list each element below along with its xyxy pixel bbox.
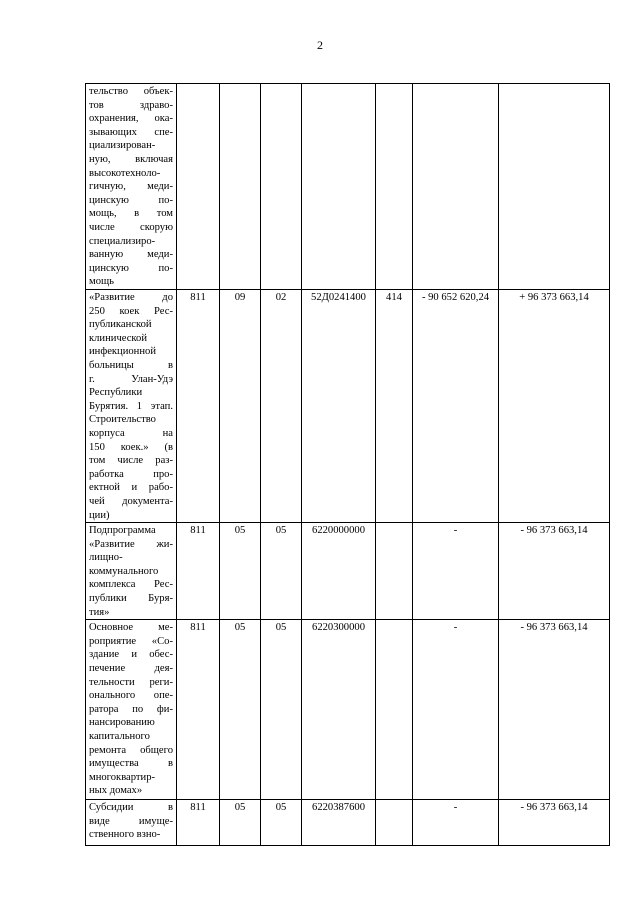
amount2-cell: - 96 373 663,14 (499, 620, 610, 800)
gr-cell: 811 (177, 290, 220, 523)
name-line: цинскую по- (89, 262, 173, 274)
name-line: тельство объек- (89, 86, 173, 97)
name-line: охранения, ока- (89, 113, 173, 125)
name-line: коммунального (89, 565, 159, 577)
gr-cell: 811 (177, 800, 220, 846)
name-line: гичную, меди- (89, 181, 173, 193)
name-line: том числе раз- (89, 455, 173, 467)
name-cell (86, 84, 177, 290)
name-line: ремонта общего (89, 744, 173, 756)
budget-table (85, 83, 610, 846)
name-line: «Развитие до (89, 292, 173, 303)
csr-cell: 52Д0241400 (302, 290, 376, 523)
name-line: лищно- (89, 552, 123, 564)
vr-cell (376, 620, 413, 800)
csr-cell: 6220300000 (302, 620, 376, 800)
csr-cell: 6220000000 (302, 523, 376, 620)
vr-cell (376, 84, 413, 290)
csr-cell (302, 84, 376, 290)
name-line: нансированию (89, 717, 155, 729)
pr-cell (261, 84, 302, 290)
amount1-cell: - (413, 523, 499, 620)
table-row (86, 800, 610, 846)
name-line: специализиро- (89, 235, 156, 247)
amount1-cell (413, 84, 499, 290)
vr-cell: 414 (376, 290, 413, 523)
csr-cell: 6220387600 (302, 800, 376, 846)
pr-cell: 02 (261, 290, 302, 523)
name-line: многоквартир- (89, 771, 156, 783)
name-line: Строительство (89, 414, 156, 426)
table-row (86, 620, 610, 800)
name-line: онального опе- (89, 690, 173, 702)
amount1-cell: - 90 652 620,24 (413, 290, 499, 523)
name-line: капитального (89, 731, 150, 742)
rz-cell: 05 (220, 523, 261, 620)
name-line: публики Буря- (89, 593, 173, 605)
gr-cell: 811 (177, 620, 220, 800)
vr-cell (376, 800, 413, 846)
name-line: Субсидии в (89, 802, 173, 814)
pr-cell: 05 (261, 523, 302, 620)
name-line: печение дея- (89, 663, 173, 675)
name-line: ванную меди- (89, 249, 173, 261)
gr-cell (177, 84, 220, 290)
table-row (86, 84, 610, 290)
name-line: тия» (89, 606, 110, 618)
name-cell (86, 800, 177, 846)
name-line: мощь (89, 276, 114, 288)
name-line: ратора по фи- (89, 703, 173, 715)
pr-cell: 05 (261, 620, 302, 800)
name-line: «Развитие жи- (89, 538, 173, 550)
name-line: Подпрограмма (89, 525, 156, 537)
name-line: клинической (89, 332, 148, 344)
name-line: циализирован- (89, 140, 156, 152)
amount1-cell: - (413, 800, 499, 846)
page-number: 2 (317, 38, 323, 52)
table-row (86, 290, 610, 523)
amount2-cell: + 96 373 663,14 (499, 290, 610, 523)
name-line: ции) (89, 509, 110, 521)
name-line: числе скорую (89, 221, 173, 233)
name-line: ных домах» (89, 785, 143, 797)
amount2-cell: - 96 373 663,14 (499, 800, 610, 846)
name-line: ектной и рабо- (89, 482, 173, 494)
name-cell (86, 523, 177, 620)
name-line: Республики (89, 387, 143, 399)
name-line: 150 коек.» (в (89, 441, 173, 453)
rz-cell: 09 (220, 290, 261, 523)
name-line: здание и обес- (89, 649, 173, 661)
amount2-cell: - 96 373 663,14 (499, 523, 610, 620)
name-line: Основное ме- (89, 622, 173, 634)
table-row (86, 523, 610, 620)
name-line: Бурятия. 1 этап. (89, 400, 173, 412)
name-line: г. Улан-Удэ (89, 373, 173, 385)
rz-cell: 05 (220, 800, 261, 846)
gr-cell: 811 (177, 523, 220, 620)
name-line: больницы в (89, 359, 173, 371)
name-line: публиканской (89, 319, 152, 331)
name-line: тельности реги- (89, 676, 173, 688)
name-line: зывающих спе- (89, 126, 173, 138)
name-cell (86, 290, 177, 523)
name-line: инфекционной (89, 346, 156, 358)
rz-cell (220, 84, 261, 290)
amount2-cell (499, 84, 610, 290)
name-line: роприятие «Со- (89, 635, 173, 647)
pr-cell: 05 (261, 800, 302, 846)
name-line: цинскую по- (89, 194, 173, 206)
name-line: 250 коек Рес- (89, 305, 173, 317)
name-line: корпуса на (89, 427, 173, 439)
amount1-cell: - (413, 620, 499, 800)
name-line: работка про- (89, 468, 173, 480)
name-line: чей документа- (89, 495, 173, 507)
name-line: ственного взно- (89, 829, 161, 841)
name-line: тов здраво- (89, 99, 173, 111)
name-cell (86, 620, 177, 800)
name-line: мощь, в том (89, 208, 173, 220)
rz-cell: 05 (220, 620, 261, 800)
name-line: комплекса Рес- (89, 579, 173, 591)
name-line: имущества в (89, 758, 173, 770)
name-line: высокотехноло- (89, 167, 161, 179)
name-line: ную, включая (89, 153, 173, 165)
name-line: виде имуще- (89, 815, 173, 827)
vr-cell (376, 523, 413, 620)
